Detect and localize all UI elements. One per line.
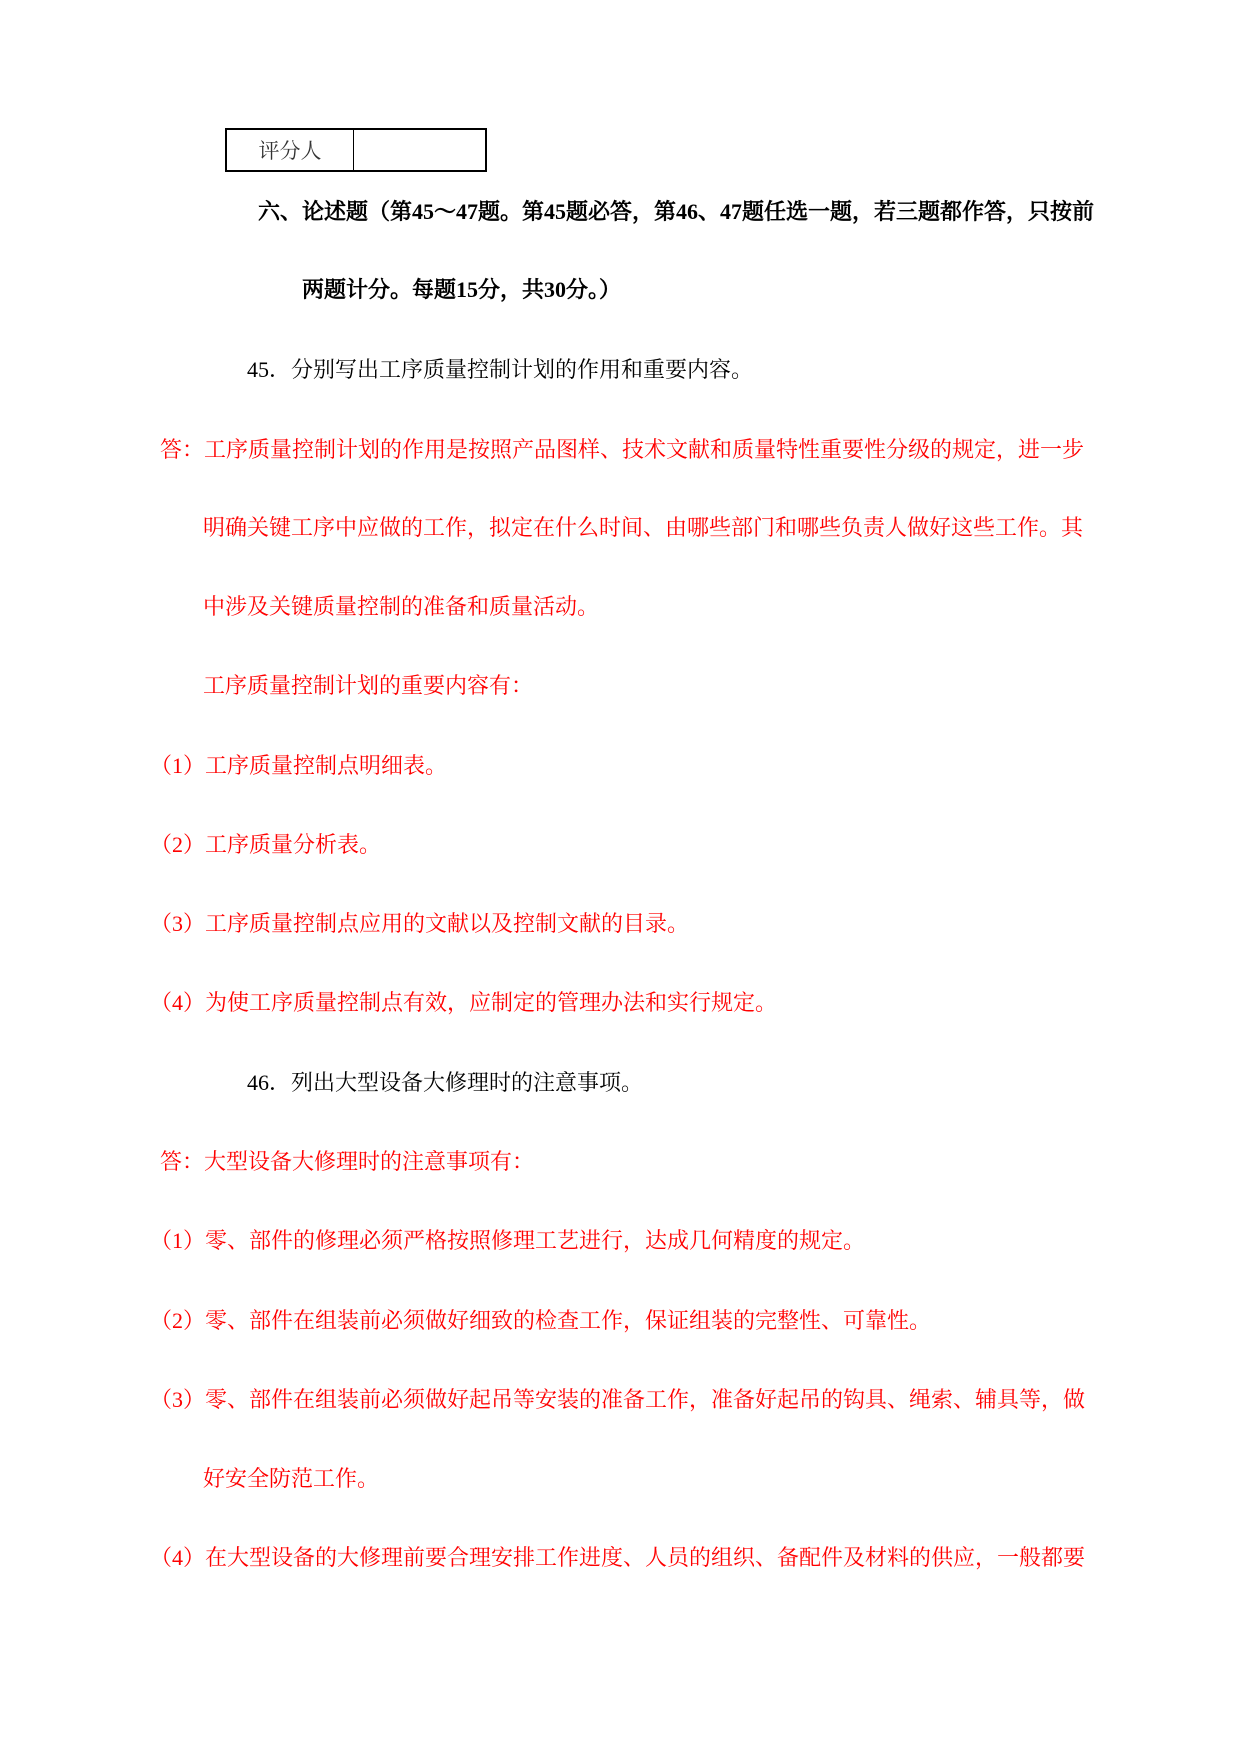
question-46: 46．列出大型设备大修理时的注意事项。 xyxy=(247,1070,644,1095)
answer-46-item-3: （3）零、部件在组装前必须做好起吊等安装的准备工作，准备好起吊的钩具、绳索、辅具等，做 xyxy=(150,1387,1086,1412)
answer-45-item-3: （3）工序质量控制点应用的文献以及控制文献的目录。 xyxy=(150,911,690,936)
answer-46-intro: 答：大型设备大修理时的注意事项有： xyxy=(160,1149,535,1174)
answer-45-line-3: 中涉及关键质量控制的准备和质量活动。 xyxy=(203,594,600,619)
answer-45-item-4: （4）为使工序质量控制点有效，应制定的管理办法和实行规定。 xyxy=(150,990,778,1015)
answer-45-line-1: 答：工序质量控制计划的作用是按照产品图样、技术文献和质量特性重要性分级的规定，进一步 xyxy=(160,437,1085,462)
section-title-line-2: 两题计分。每题15分，共30分。） xyxy=(302,277,622,302)
answer-46-item-1: （1）零、部件的修理必须严格按照修理工艺进行，达成几何精度的规定。 xyxy=(150,1228,866,1253)
answer-45-item-1: （1）工序质量控制点明细表。 xyxy=(150,753,448,778)
answer-45-line-2: 明确关键工序中应做的工作，拟定在什么时间、由哪些部门和哪些负责人做好这些工作。其 xyxy=(203,515,1084,540)
score-table xyxy=(225,128,487,172)
scorer-value-cell xyxy=(354,130,485,170)
answer-46-item-4: （4）在大型设备的大修理前要合理安排工作进度、人员的组织、备配件及材料的供应，一般都要 xyxy=(150,1545,1086,1570)
answer-45-content-heading: 工序质量控制计划的重要内容有： xyxy=(203,673,534,698)
answer-46-item-3-continued: 好安全防范工作。 xyxy=(203,1466,380,1491)
answer-46-item-2: （2）零、部件在组装前必须做好细致的检查工作，保证组装的完整性、可靠性。 xyxy=(150,1308,932,1333)
answer-45-item-2: （2）工序质量分析表。 xyxy=(150,832,382,857)
question-45: 45．分别写出工序质量控制计划的作用和重要内容。 xyxy=(247,357,754,382)
section-title-line-1: 六、论述题（第45～47题。第45题必答，第46、47题任选一题，若三题都作答，只按前 xyxy=(258,199,1095,224)
scorer-label: 评分人 xyxy=(227,130,354,170)
